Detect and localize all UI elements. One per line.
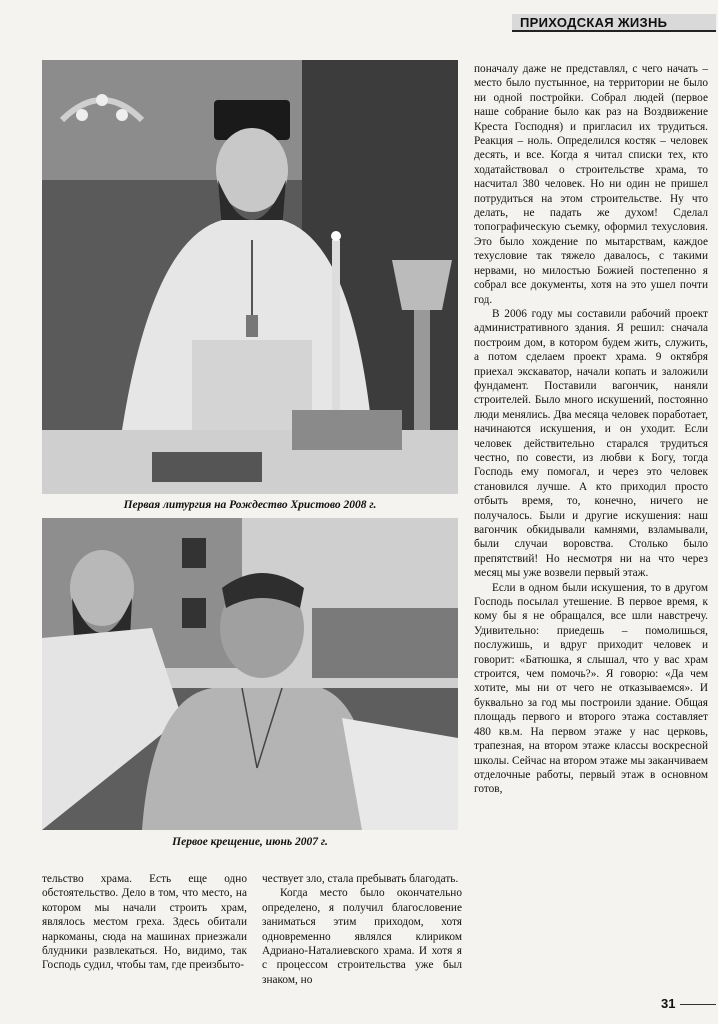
paragraph: Если в одном были искушения, то в другом Господь посылал утешение. В первое время, к кому бы я не обращался, все шли навстречу. Удивительно: приедешь – помолишься, послужишь, и вдруг приходит человек и говорит: «Батюшка, я слышал, что у вас храм строится, чем помочь?». Я говорю: «Да чем хотите, мы ни от чего не отказываемся». И буквально за год мы построили здание. Общая площадь первого и второго этажа составляет 480 кв.м. На первом этаже у нас церковь, трапезная, на втором этаже классы воскресной школы. Сейчас на втором этаже мы заканчиваем отделочные работы, первый этаж в основном готов, (474, 581, 708, 796)
photo-first-liturgy-image (42, 60, 458, 494)
photo-caption: Первая литургия на Рождество Христово 2008 г. (123, 499, 377, 511)
section-header (512, 14, 716, 32)
photo-first-baptism-image (42, 518, 458, 830)
section-title: ПРИХОДСКАЯ ЖИЗНЬ (520, 14, 668, 30)
paragraph: чествует зло, стала пребывать благодать. (262, 873, 459, 885)
paragraph: поначалу даже не представлял, с чего начать – место было пустынное, на территории не было ни одной постройки. Собрал людей (первое наше собрание было как раз на Воздвижение Креста Господня) и пригласил их трудиться. Реакция – ноль. Определился костяк – человек десять, и все. Когда я читал списки тех, кто ходатайствовал о строительстве храма, то насчитал 380 человек. Но ни один не пришел потрудиться на этом строительстве. Ну что делать, не падать же духом! Сделал топографическую съемку, оформил техусловия. Это было хождение по мытарствам, каждое техусловие так тяжело давалось, с такими нервами, но милостью Божией постепенно я собрал все документы, хотя на это ушел почти год. (474, 63, 708, 306)
page-number-rule (680, 1004, 716, 1005)
paragraph: В 2006 году мы составили рабочий проект административного здания. Я решил: сначала построим дом, в котором будем жить, служить, а потом сделаем проект храма. 9 октября приехал экскаватор, начали копать и заложили фундамент. Поставили вагончик, наняли строителей. Было много искушений, постоянно люди менялись. Два месяца человек поработает, начинаются искушения, и он уходит. Если человек действительно старался трудиться честно, по совести, из любви к Богу, тогда Господь ему помогал, и через это человек становился лучше. А кто приходил просто отбыть время, то, конечно, ничего не получалось. Были и другие искушения: наш вагончик обкидывали камнями, взламывали, были случаи воровства. Столько было препятствий! Но несмотря ни на что через месяц мы уже возвели первый этаж. (474, 307, 708, 580)
paragraph: Когда место было окончательно определено, я получил благословение заниматься этим приходом, хотя одновременно являлся клириком Адриано-Наталиевского храма. И хотя я с процессом строительства уже был знаком, но (262, 887, 462, 986)
article-column-right (474, 62, 708, 797)
page-number: 31 (661, 996, 676, 1011)
article-column-bottom-middle (262, 872, 462, 987)
photo-caption: Первое крещение, июнь 2007 г. (172, 836, 328, 848)
photo-first-liturgy (42, 60, 458, 494)
article-column-bottom-left (42, 872, 247, 973)
photo-first-baptism (42, 518, 458, 830)
paragraph: тельство храма. Есть еще одно обстоятельство. Дело в том, что место, на котором мы начали строить храм, являлось местом греха. Здесь обитали наркоманы, сюда на машинах приезжали блудники развлекаться. Но, видимо, так Господь судил, чтобы там, где преизбыто- (42, 873, 247, 972)
